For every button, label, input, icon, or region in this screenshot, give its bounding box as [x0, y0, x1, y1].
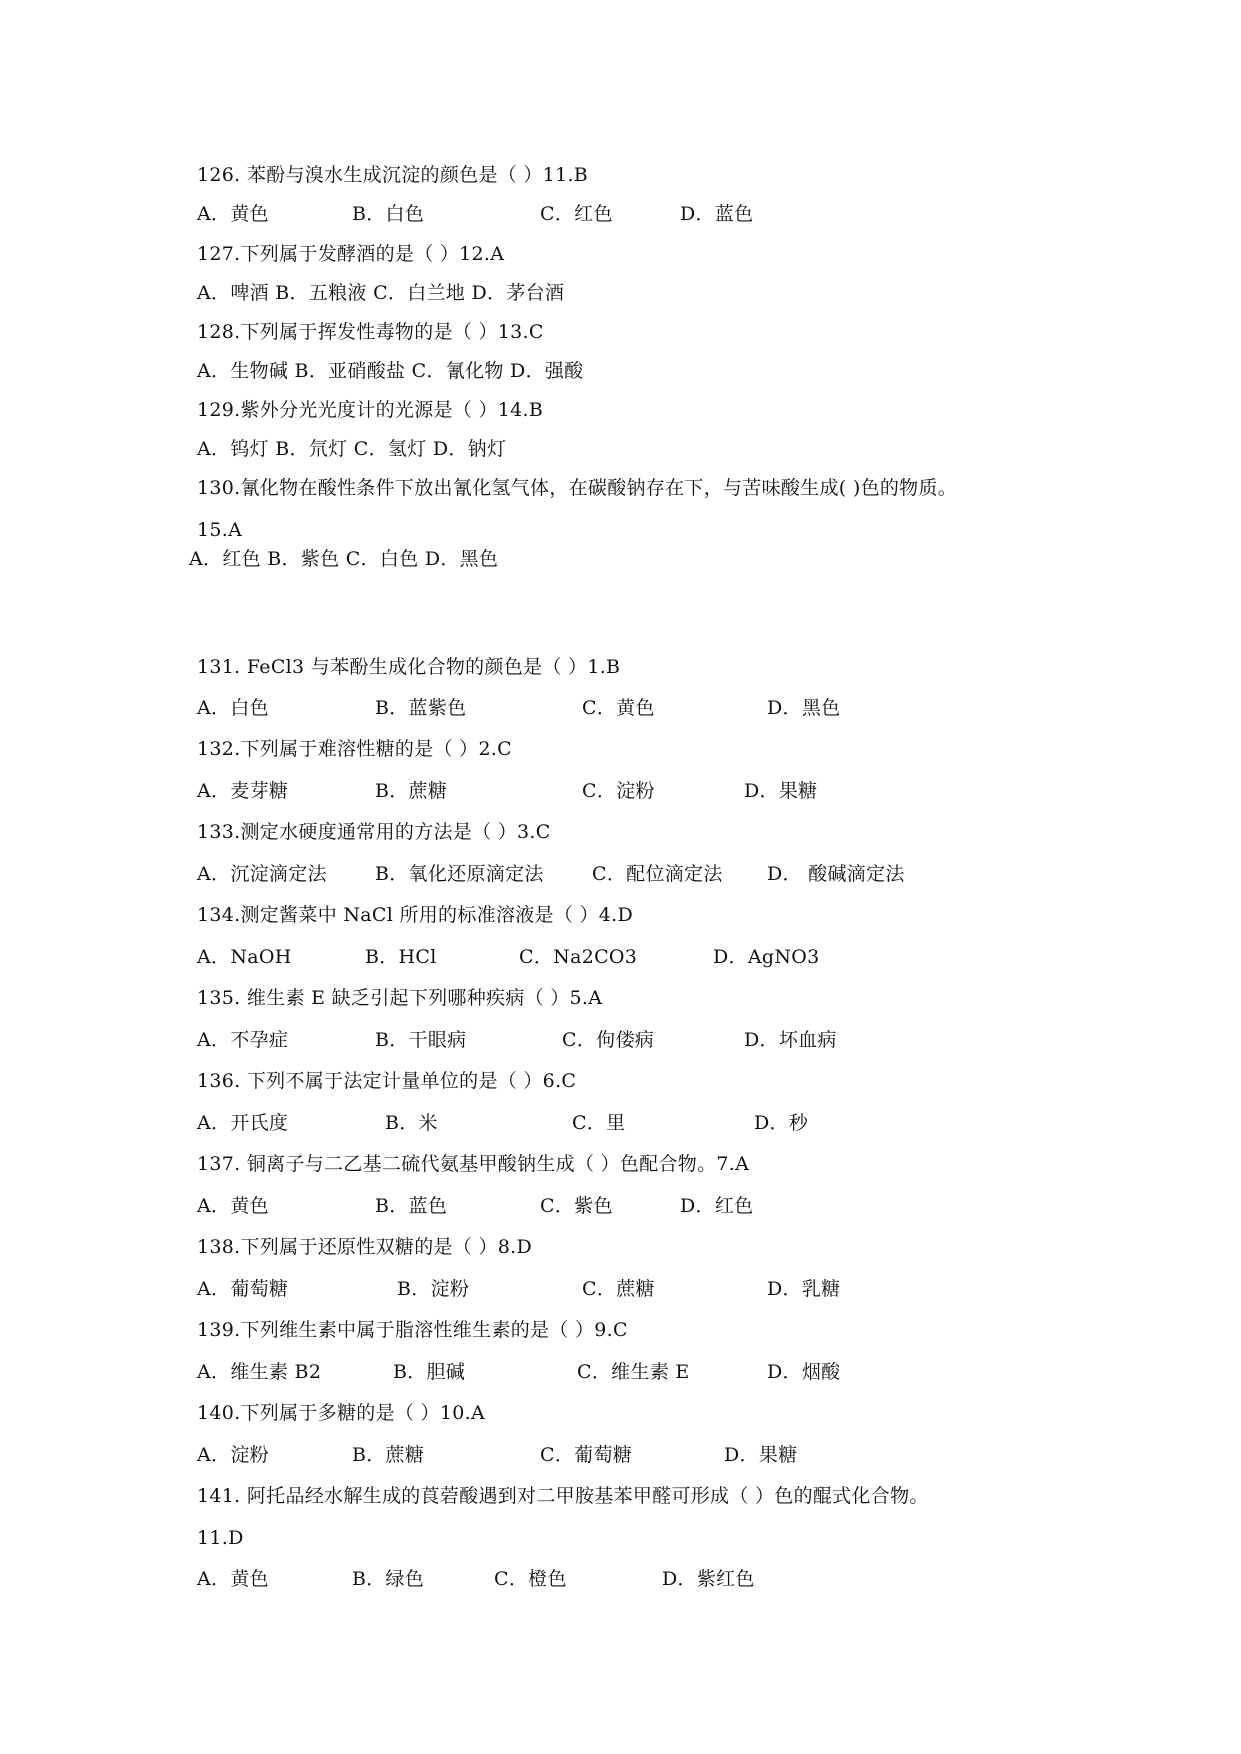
option: D． 酸碱滴定法	[767, 863, 905, 885]
option: C．黄色	[582, 697, 655, 719]
option: A．白色	[197, 697, 269, 719]
options-row	[197, 1443, 1097, 1467]
option: A．维生素 B2	[197, 1361, 322, 1383]
option: C．维生素 E	[577, 1361, 690, 1383]
options-row	[197, 1194, 1097, 1218]
option: A．不孕症	[197, 1029, 289, 1051]
option: D．AgNO3	[713, 946, 820, 968]
option: D．果糖	[744, 780, 818, 802]
option: A．开氏度	[197, 1112, 289, 1134]
option: D．黑色	[767, 697, 841, 719]
question-stem: 127.下列属于发酵酒的是（ ）12.A	[197, 243, 505, 265]
option: B．蓝紫色	[375, 697, 467, 719]
answer-text: 11.D	[197, 1527, 244, 1549]
question-stem: 138.下列属于还原性双糖的是（ ）8.D	[197, 1236, 533, 1258]
options-row: A．钨灯 B．氘灯 C．氢灯 D．钠灯	[197, 438, 507, 460]
option: B．HCl	[365, 946, 437, 968]
question-stem: 135. 维生素 E 缺乏引起下列哪种疾病（ ）5.A	[197, 987, 603, 1009]
option: A．沉淀滴定法	[197, 863, 327, 885]
option: B．淀粉	[397, 1278, 470, 1300]
option: A．葡萄糖	[197, 1278, 289, 1300]
options-row	[197, 779, 1097, 803]
option: B．氧化还原滴定法	[375, 863, 544, 885]
option: D．秒	[754, 1112, 809, 1134]
option: B．胆碱	[393, 1361, 466, 1383]
question-stem: 140.下列属于多糖的是（ ）10.A	[197, 1402, 485, 1424]
option: A．黄色	[197, 1195, 269, 1217]
options-row	[197, 862, 1097, 886]
options-row	[197, 1360, 1097, 1384]
option: A．淀粉	[197, 1444, 269, 1466]
option: B．白色	[352, 203, 425, 225]
answer-text: 15.A	[197, 519, 243, 541]
options-row: A．红色 B．紫色 C．白色 D．黑色	[189, 548, 499, 570]
question-stem: 133.测定水硬度通常用的方法是（ ）3.C	[197, 821, 551, 843]
option: C．紫色	[540, 1195, 613, 1217]
question-stem: 126. 苯酚与溴水生成沉淀的颜色是（ ）11.B	[197, 164, 589, 186]
options-row: A．生物碱 B．亚硝酸盐 C．氰化物 D．强酸	[197, 360, 584, 382]
options-row	[197, 1277, 1097, 1301]
option: D．红色	[680, 1195, 754, 1217]
option: C．蔗糖	[582, 1278, 655, 1300]
option: C．里	[572, 1112, 626, 1134]
question-stem: 132.下列属于难溶性糖的是（ ）2.C	[197, 738, 513, 760]
option: D．紫红色	[662, 1568, 755, 1590]
option: C．葡萄糖	[540, 1444, 633, 1466]
question-stem: 141. 阿托品经水解生成的莨菪酸遇到对二甲胺基苯甲醛可形成（ ）色的醌式化合物。	[197, 1485, 929, 1507]
question-stem: 139.下列维生素中属于脂溶性维生素的是（ ）9.C	[197, 1319, 628, 1341]
options-row	[197, 945, 1097, 969]
question-stem: 131. FeCl3 与苯酚生成化合物的颜色是（ ）1.B	[197, 656, 621, 678]
option: A．黄色	[197, 1568, 269, 1590]
options-row	[197, 1111, 1097, 1135]
option: D．坏血病	[744, 1029, 837, 1051]
options-row	[197, 696, 1097, 720]
option: B．干眼病	[375, 1029, 467, 1051]
options-row: A．啤酒 B．五粮液 C．白兰地 D．茅台酒	[197, 282, 565, 304]
option: A．麦芽糖	[197, 780, 289, 802]
option: B．蔗糖	[352, 1444, 425, 1466]
options-row	[197, 1567, 1097, 1591]
option: A．黄色	[197, 203, 269, 225]
option: C．Na2CO3	[519, 946, 638, 968]
option: C．橙色	[494, 1568, 567, 1590]
question-stem: 137. 铜离子与二乙基二硫代氨基甲酸钠生成（ ）色配合物。7.A	[197, 1153, 750, 1175]
question-stem: 128.下列属于挥发性毒物的是（ ）13.C	[197, 321, 544, 343]
option: D．烟酸	[767, 1361, 841, 1383]
question-stem: 130.氰化物在酸性条件下放出氰化氢气体，在碳酸钠存在下，与苦味酸生成( )色的物质。	[197, 477, 958, 499]
option: C．红色	[540, 203, 613, 225]
options-row	[197, 1028, 1097, 1052]
option: C．淀粉	[582, 780, 655, 802]
option: D．乳糖	[767, 1278, 841, 1300]
question-stem: 129.紫外分光光度计的光源是（ ）14.B	[197, 399, 544, 421]
option: D．果糖	[724, 1444, 798, 1466]
question-stem: 136. 下列不属于法定计量单位的是（ ）6.C	[197, 1070, 577, 1092]
question-stem: 134.测定酱菜中 NaCl 所用的标准溶液是（ ）4.D	[197, 904, 634, 926]
option: C．配位滴定法	[592, 863, 723, 885]
option: A．NaOH	[197, 946, 292, 968]
option: D．蓝色	[680, 203, 754, 225]
option: B．米	[385, 1112, 438, 1134]
option: B．蔗糖	[375, 780, 448, 802]
option: C．佝偻病	[562, 1029, 655, 1051]
option: B．蓝色	[375, 1195, 448, 1217]
option: B．绿色	[352, 1568, 425, 1590]
options-row	[197, 202, 1097, 226]
